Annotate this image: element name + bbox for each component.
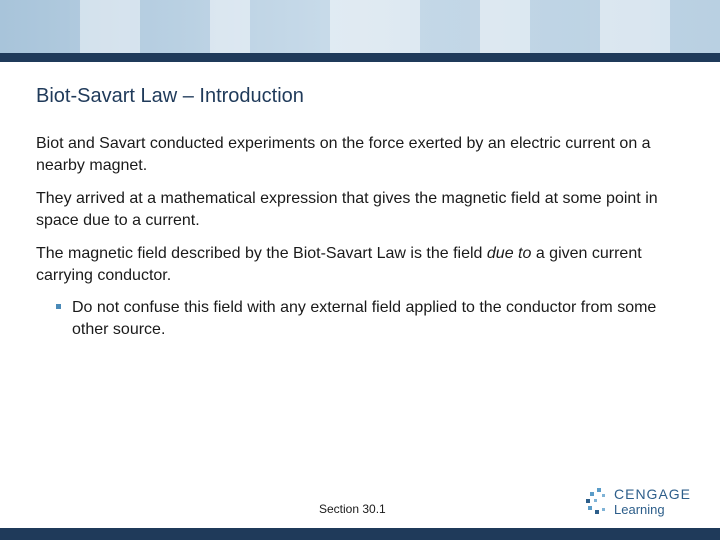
logo-wordmark: CENGAGE <box>614 486 692 502</box>
header-banner <box>0 0 720 53</box>
cengage-logo <box>584 486 694 520</box>
paragraph-3-text-end: a given current carrying conductor. <box>36 245 642 284</box>
bullet-text: Do not confuse this field with any external field applied to the conductor from some other source. <box>72 299 657 338</box>
footer-bar <box>0 528 720 540</box>
bullet-square-icon <box>56 304 61 309</box>
paragraph-3 <box>36 243 686 287</box>
banner-stripe <box>600 0 670 53</box>
cengage-dots-icon <box>584 488 610 518</box>
banner-stripe <box>330 0 420 53</box>
banner-stripe <box>480 0 530 53</box>
header-bar <box>0 53 720 62</box>
footer-section-label: Section 30.1 <box>319 502 386 516</box>
paragraph-2: They arrived at a mathematical expression that gives the magnetic field at some point in space due to a current. <box>36 190 658 229</box>
paragraph-3-text: The magnetic field described by the Biot-Savart Law is the field <box>36 245 487 262</box>
paragraph-1: Biot and Savart conducted experiments on the force exerted by an electric current on a nearby magnet. <box>36 135 651 174</box>
paragraph-3-emphasis: due to <box>486 245 532 262</box>
banner-stripe <box>210 0 250 53</box>
slide-title: Biot-Savart Law – Introduction <box>36 85 304 107</box>
logo-submark: Learning <box>614 502 665 517</box>
banner-stripe <box>80 0 140 53</box>
